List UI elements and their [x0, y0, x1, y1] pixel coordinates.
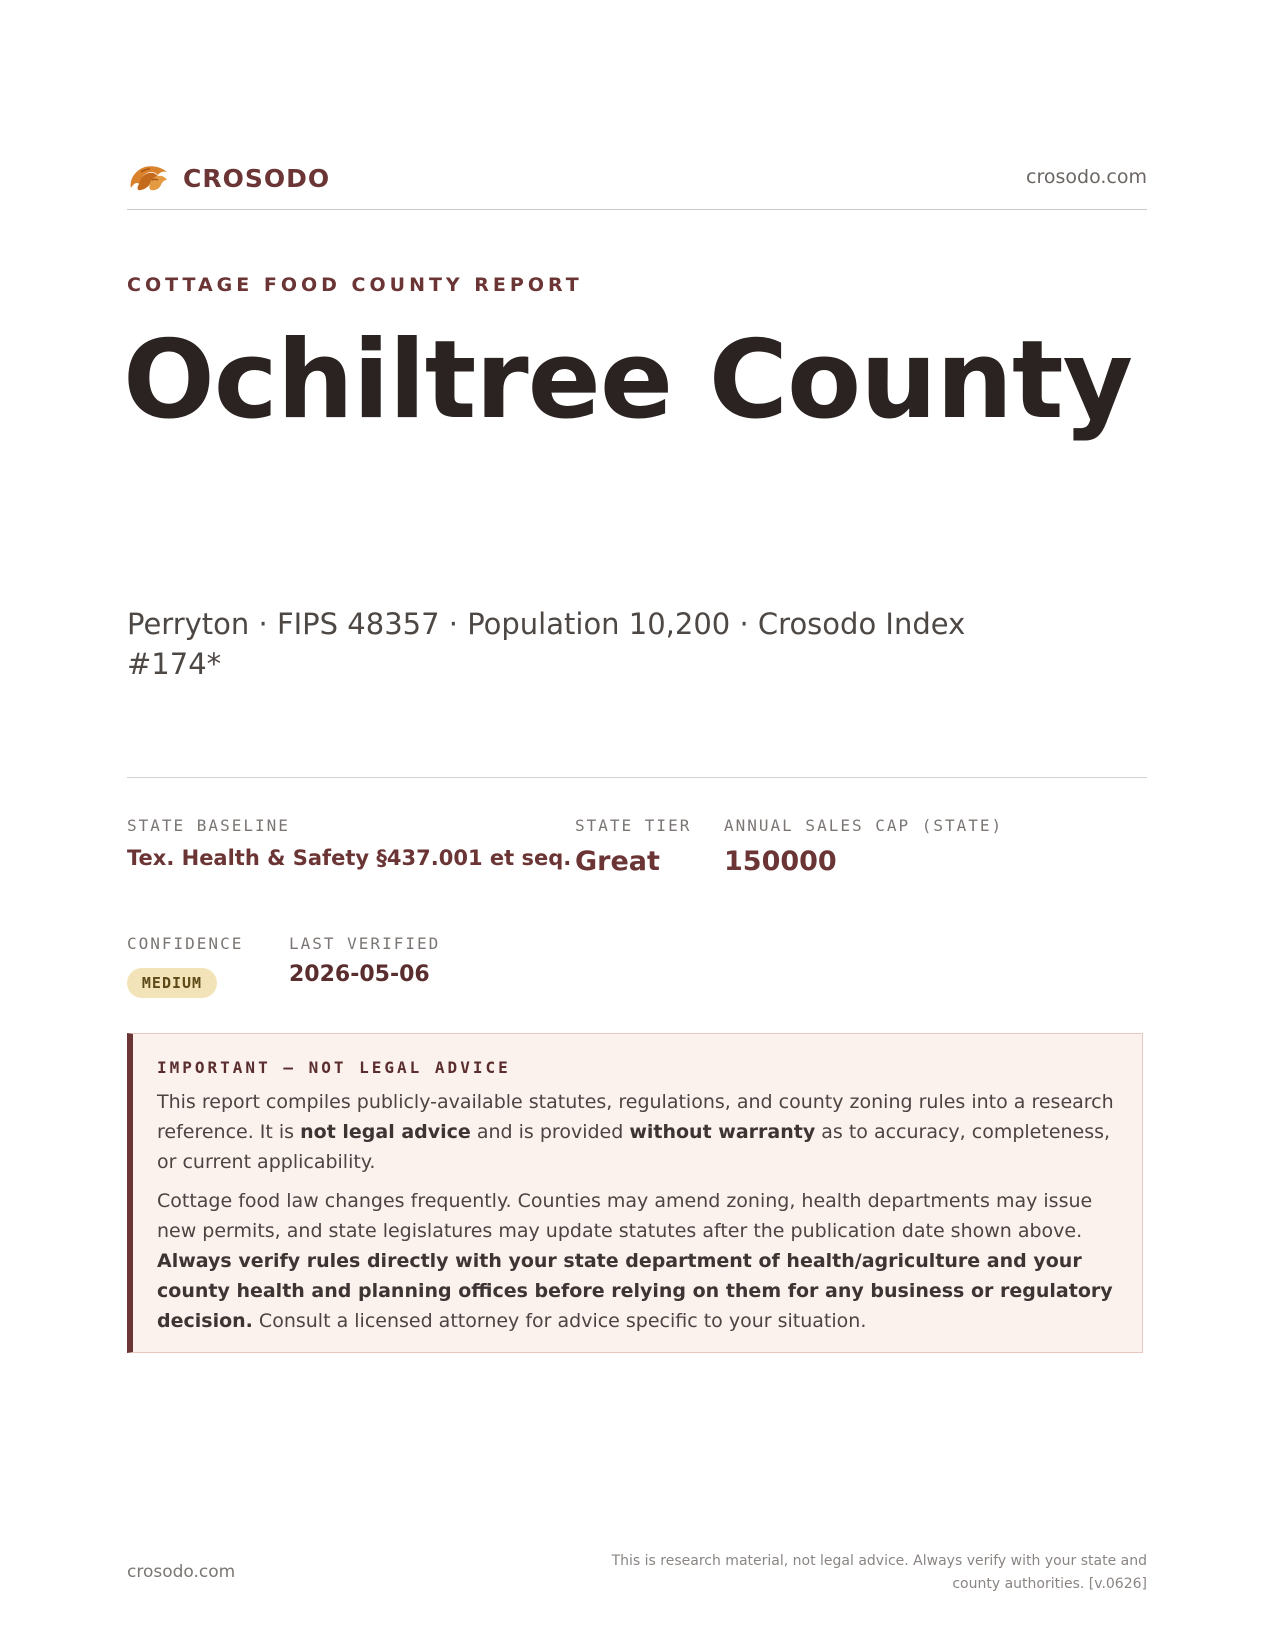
- notice-text: This report compiles publicly-available statutes, regulations, and county zoning rules into a research reference. It is: [157, 1091, 1114, 1143]
- footer-disclaimer: This is research material, not legal advice. Always verify with your state and county authorities. [v.0626]: [611, 1553, 1147, 1592]
- notice-text: and is provided: [470, 1121, 630, 1143]
- legal-notice: [127, 1033, 1143, 1353]
- notice-text: Consult a licensed attorney for advice specific to your situation.: [252, 1310, 867, 1332]
- state-tier-label: STATE TIER: [575, 816, 692, 835]
- header-divider: [127, 209, 1147, 210]
- last-verified-value: 2026-05-06: [289, 962, 430, 987]
- brand: [127, 158, 330, 198]
- notice-heading: IMPORTANT — NOT LEGAL ADVICE: [157, 1058, 511, 1077]
- notice-emphasis: Always verify rules directly with your state department of health/agriculture and your county health and planning offices before relying on them for any business or regulatory decision.: [157, 1250, 1113, 1332]
- report-page: [123, 0, 1147, 1650]
- confidence-label: CONFIDENCE: [127, 934, 244, 953]
- report-eyebrow: COTTAGE FOOD COUNTY REPORT: [127, 274, 583, 296]
- annual-sales-cap-label: ANNUAL SALES CAP (STATE): [724, 816, 1004, 835]
- footer-site-url[interactable]: crosodo.com: [127, 1562, 236, 1582]
- county-subtitle: Perryton · FIPS 48357 · Population 10,200 · Crosodo Index #174*: [127, 607, 966, 681]
- state-tier-value: Great: [575, 846, 660, 877]
- county-title: Ochiltree County: [123, 318, 1132, 443]
- confidence-badge: MEDIUM: [127, 968, 217, 998]
- last-verified-label: LAST VERIFIED: [289, 934, 441, 953]
- notice-text: Cottage food law changes frequently. Counties may amend zoning, health departments may issue new permits, and state legislatures may update statutes after the publication date shown above.: [157, 1190, 1093, 1242]
- notice-emphasis: not legal advice: [300, 1121, 471, 1143]
- brand-name: CROSODO: [183, 163, 331, 193]
- notice-paragraph-2: [157, 1186, 1122, 1336]
- notice-text: as to accuracy, completeness, or current applicability.: [157, 1121, 1111, 1173]
- notice-paragraph-1: [157, 1087, 1122, 1177]
- site-url[interactable]: crosodo.com: [1026, 166, 1147, 188]
- annual-sales-cap-value: 150000: [724, 846, 837, 877]
- notice-emphasis: without warranty: [629, 1121, 816, 1143]
- state-baseline-value: Tex. Health & Safety §437.001 et seq.: [127, 846, 572, 870]
- page-header: [127, 158, 1147, 206]
- croissant-icon: [127, 158, 171, 198]
- section-divider: [127, 777, 1147, 778]
- state-baseline-label: STATE BASELINE: [127, 816, 290, 835]
